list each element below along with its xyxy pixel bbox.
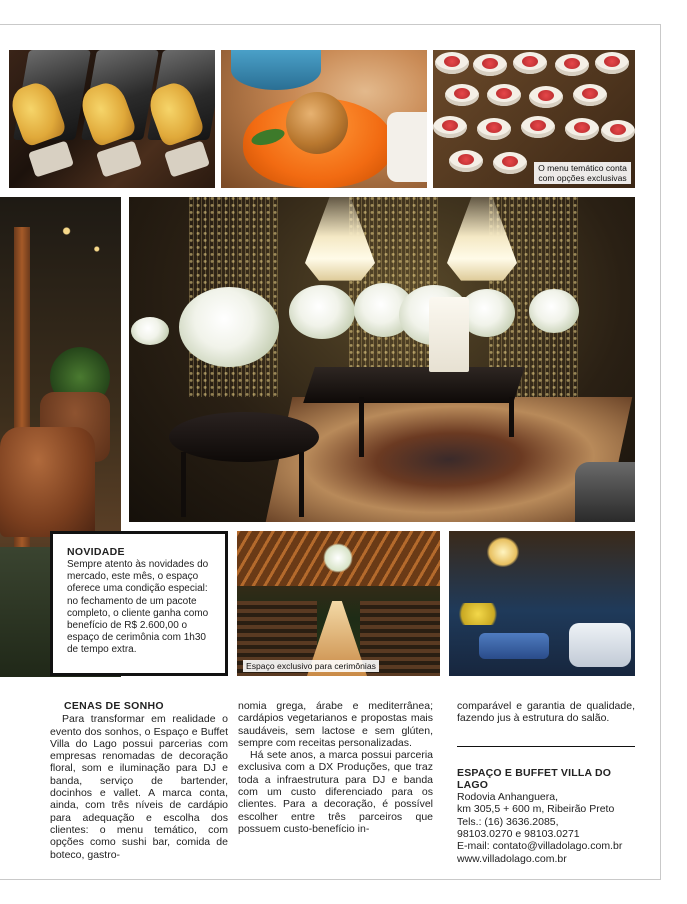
- dish: [435, 52, 469, 74]
- article-paragraph-1: Para transformar em realidade o evento dos sonhos, o Espaço e Buffet Villa do Lago possui parcerias com empresas renomadas de decoração floral, som e iluminação para DJ e banda, serviço de bartender, docinhos e vallet. A marca conta, ainda, com três níveis de cardápio para adequação e escolha dos clientes: o menu temático, com opções como sushi bar, comida de boteco, gastro-: [50, 713, 228, 861]
- photo-stuffed-potato: [221, 50, 427, 188]
- plate-2: [96, 140, 142, 177]
- dish: [473, 54, 507, 76]
- photo-blue-lounge: [449, 531, 635, 676]
- dish: [601, 120, 635, 142]
- dish: [555, 54, 589, 76]
- dish: [433, 116, 467, 138]
- phones-line-2: 98103.0270 e 98103.0271: [457, 828, 580, 841]
- venue-name: ESPAÇO E BUFFET VILLA DO LAGO: [457, 766, 612, 791]
- leather-sofa: [0, 427, 95, 537]
- contact-block: [457, 767, 635, 865]
- flower-arrangement: [179, 287, 279, 367]
- address-line-1: Rodovia Anhanguera,: [457, 791, 558, 804]
- yellow-flowers: [453, 603, 503, 625]
- dish: [573, 84, 607, 106]
- photo-ceremony-aisle: [237, 531, 440, 676]
- flower-arrangement: [131, 317, 169, 345]
- flower-arch: [323, 543, 353, 573]
- article-paragraph-4: comparável e garantia de qualidade, fazendo jus à estrutura do salão.: [457, 700, 635, 725]
- email: E-mail: contato@villadolago.com.br: [457, 840, 623, 853]
- article-paragraph-2: nomia grega, árabe e mediterrânea; cardápios vegetarianos e propostas mais saudáveis, sem lactose e sem glúten, sempre com receitas personalizadas.: [238, 700, 433, 749]
- dish: [529, 86, 563, 108]
- table-leg: [181, 452, 186, 517]
- table-leg: [509, 397, 514, 437]
- blue-bowl: [231, 50, 321, 90]
- blue-ottoman: [479, 633, 549, 659]
- table-leg: [299, 452, 304, 517]
- wedding-cake: [429, 297, 469, 372]
- white-cup: [387, 112, 427, 182]
- chandelier: [487, 537, 519, 567]
- white-sofa: [569, 623, 631, 667]
- novidade-text: Sempre atento às novidades do mercado, este mês, o espaço oferece uma condição especial: no fechamento de um pacote completo, o cliente ganha como benefício de R$ 2.600,00 o espaço de cerimônia com 1h30 de tempo extra.: [67, 559, 209, 656]
- potato: [286, 92, 348, 154]
- long-table: [303, 367, 525, 403]
- dish: [595, 52, 629, 74]
- address-line-2: km 305,5 + 600 m, Ribeirão Preto: [457, 803, 615, 816]
- photo-raclette-cheese: [9, 50, 215, 188]
- table-leg: [359, 397, 364, 457]
- dish: [513, 52, 547, 74]
- dish: [565, 118, 599, 140]
- article-column-2: [238, 700, 433, 835]
- article-paragraph-3: Há sete anos, a marca possui parceria exclusiva com a DX Produções, que traz toda a infraestrutura para DJ e banda com um custo diferenciado para os clientes. Para a decoração, é possível escolher entre três parceiros que possuem custo-benefício in-: [238, 749, 433, 835]
- flower-arrangement: [289, 285, 355, 339]
- dish: [445, 84, 479, 106]
- photo-reception-hall: [129, 197, 635, 522]
- plate-3: [164, 140, 210, 177]
- dish: [521, 116, 555, 138]
- dish: [477, 118, 511, 140]
- phones-line-1: Tels.: (16) 3636.2085,: [457, 815, 559, 828]
- flower-arrangement: [529, 289, 579, 333]
- novidade-box: [50, 531, 228, 676]
- dish: [449, 150, 483, 172]
- article-heading: CENAS DE SONHO: [64, 700, 164, 712]
- caption-sushi: O menu temático conta com opções exclusivas: [534, 162, 631, 184]
- round-table: [169, 412, 319, 462]
- dish: [487, 84, 521, 106]
- novidade-title: NOVIDADE: [67, 546, 125, 558]
- caption-ceremony: Espaço exclusivo para cerimônias: [243, 660, 379, 672]
- chair: [575, 462, 635, 522]
- dish: [493, 152, 527, 174]
- divider: [457, 746, 635, 747]
- article-column-1: [50, 700, 228, 861]
- article-column-3: [457, 700, 635, 865]
- website: www.villadolago.com.br: [457, 852, 567, 865]
- plate-1: [28, 140, 74, 177]
